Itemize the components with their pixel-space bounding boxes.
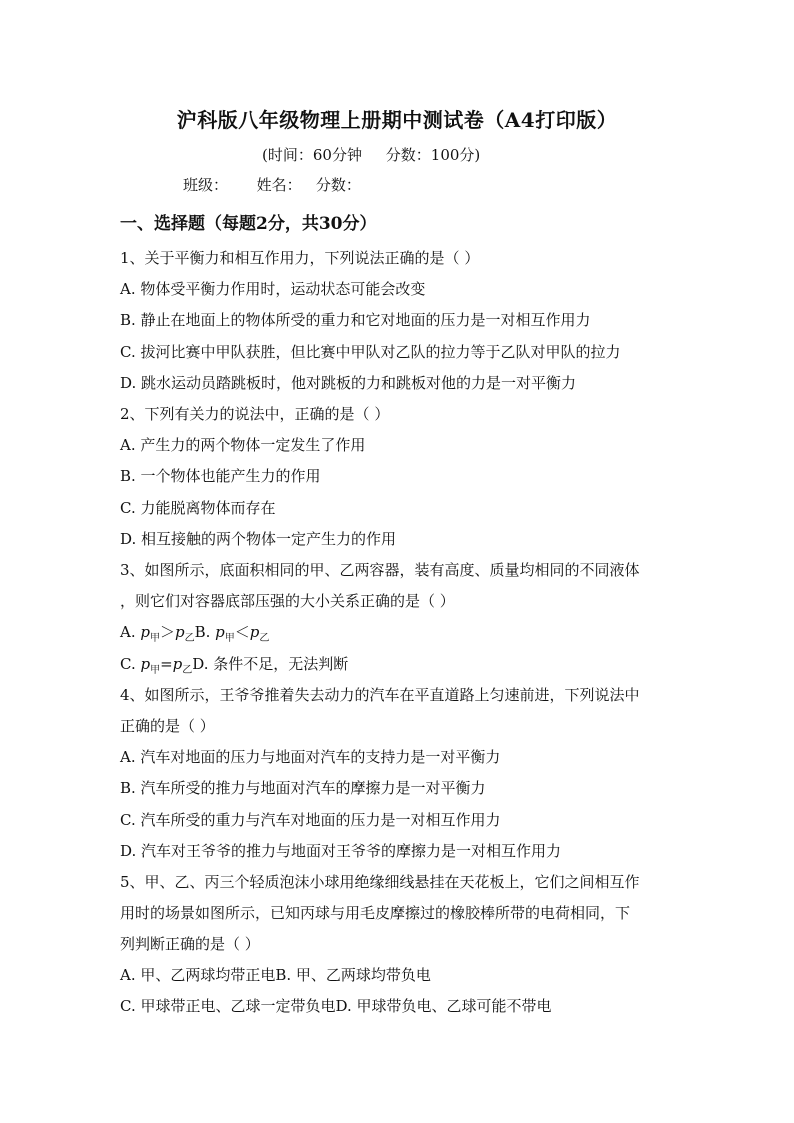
question-3-options-cd — [120, 654, 348, 681]
greater-than: ＞ — [159, 623, 175, 641]
question-4-option-d: D. 汽车对王爷爷的推力与地面对王爷爷的摩擦力是一对相互作用力 — [120, 842, 562, 860]
question-4-option-b: B. 汽车所受的推力与地面对汽车的摩擦力是一对平衡力 — [120, 779, 486, 797]
pressure-symbol: p — [140, 623, 150, 641]
pressure-symbol: p — [249, 623, 260, 641]
question-1-option-c: C. 拔河比赛中甲队获胜，但比赛中甲队对乙队的拉力等于乙队对甲队的拉力 — [120, 343, 621, 361]
exam-duration-score: (时间：60分钟 分数：100分) — [262, 146, 481, 164]
pressure-symbol: p — [172, 655, 183, 673]
subscript-jia: 甲 — [150, 665, 161, 676]
question-2-stem: 2、下列有关力的说法中，正确的是（ ） — [120, 405, 390, 423]
pressure-symbol: p — [215, 623, 225, 641]
option-c-prefix: C. — [120, 655, 141, 673]
section-heading: 一、选择题（每题2分，共30分） — [120, 214, 377, 234]
question-3-stem-line2: ，则它们对容器底部压强的大小关系正确的是（ ） — [120, 592, 455, 610]
student-info-line: 班级： 姓名： 分数： — [183, 176, 361, 194]
question-4-option-c: C. 汽车所受的重力与汽车对地面的压力是一对相互作用力 — [120, 811, 501, 829]
question-4-stem-line1: 4、如图所示，王爷爷推着失去动力的汽车在平直道路上匀速前进，下列说法中 — [120, 686, 640, 704]
subscript-yi: 乙 — [259, 633, 270, 644]
question-2-option-d: D. 相互接触的两个物体一定产生力的作用 — [120, 530, 397, 548]
subscript-yi: 乙 — [184, 633, 195, 644]
less-than: ＜ — [234, 623, 250, 641]
question-5-options-ab: A. 甲、乙两球均带正电B. 甲、乙两球均带负电 — [120, 966, 431, 984]
question-5-stem-line2: 用时的场景如图所示，已知丙球与用毛皮摩擦过的橡胶棒所带的电荷相同，下 — [120, 904, 631, 922]
option-a-prefix: A. — [120, 623, 141, 641]
question-1-stem: 1、关于平衡力和相互作用力，下列说法正确的是（ ） — [120, 249, 480, 267]
question-1-option-b: B. 静止在地面上的物体所受的重力和它对地面的压力是一对相互作用力 — [120, 311, 591, 329]
question-1-option-d: D. 跳水运动员踏跳板时，他对跳板的力和跳板对他的力是一对平衡力 — [120, 374, 577, 392]
question-4-stem-line2: 正确的是（ ） — [120, 717, 215, 735]
question-5-options-cd: C. 甲球带正电、乙球一定带负电D. 甲球带负电、乙球可能不带电 — [120, 997, 552, 1015]
option-b-prefix: B. — [194, 623, 216, 641]
question-5-stem-line1: 5、甲、乙、丙三个轻质泡沫小球用绝缘细线悬挂在天花板上，它们之间相互作 — [120, 873, 640, 891]
question-3-stem-line1: 3、如图所示，底面积相同的甲、乙两容器，装有高度、质量均相同的不同液体 — [120, 561, 640, 579]
pressure-symbol: p — [140, 655, 151, 673]
question-1-option-a: A. 物体受平衡力作用时，运动状态可能会改变 — [120, 280, 426, 298]
question-5-stem-line3: 列判断正确的是（ ） — [120, 935, 260, 953]
question-2-option-a: A. 产生力的两个物体一定发生了作用 — [120, 436, 366, 454]
question-3-options-ab — [120, 622, 269, 649]
question-4-option-a: A. 汽车对地面的压力与地面对汽车的支持力是一对平衡力 — [120, 748, 501, 766]
question-2-option-b: B. 一个物体也能产生力的作用 — [120, 467, 321, 485]
pressure-symbol: p — [175, 623, 185, 641]
page-title: 沪科版八年级物理上册期中测试卷（A4打印版） — [176, 108, 618, 132]
equals-sign: = — [160, 655, 173, 673]
subscript-yi: 乙 — [182, 665, 193, 676]
subscript-jia: 甲 — [149, 633, 160, 644]
question-2-option-c: C. 力能脱离物体而存在 — [120, 499, 276, 517]
option-d-text: D. 条件不足，无法判断 — [192, 655, 349, 673]
subscript-jia: 甲 — [224, 633, 235, 644]
